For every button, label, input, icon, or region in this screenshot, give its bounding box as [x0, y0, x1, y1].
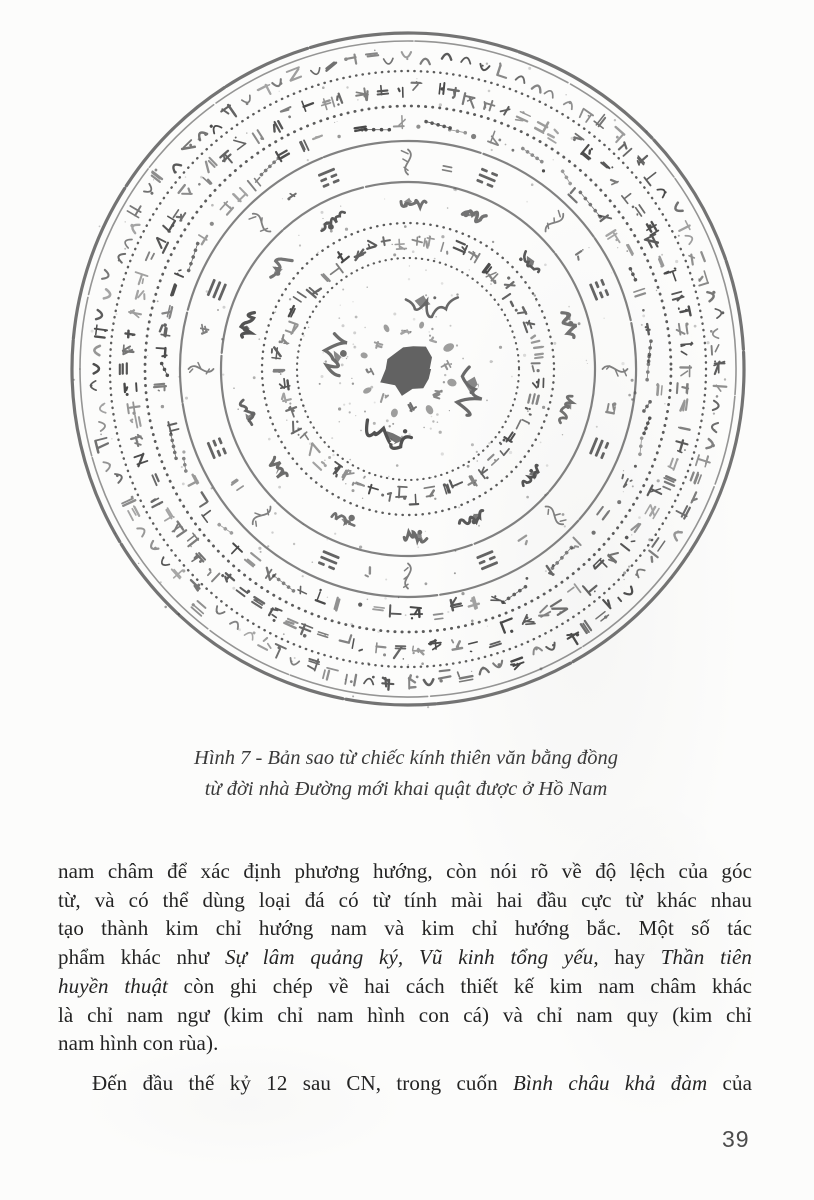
figure-caption [58, 743, 754, 805]
text-line: huyền thuật còn ghi chép về hai cách thiết kế kim nam châm khác [58, 973, 752, 998]
text-line: từ, và có thể dùng loại đá có từ tính mài hai đầu cực từ khác nhau [58, 887, 752, 912]
caption-line-2: từ đời nhà Đường mới khai quật được ở Hồ Nam [204, 778, 608, 800]
text-line: Đến đầu thế kỷ 12 sau CN, trong cuốn Bình châu khả đàm của [92, 1070, 753, 1095]
body-text [58, 857, 752, 1098]
page-number: 39 [722, 1126, 750, 1152]
text-line: phẩm khác như Sự lâm quảng ký, Vũ kinh tổng yếu, hay Thần tiên [58, 945, 752, 970]
text-line: tạo thành kim chỉ hướng nam và kim chỉ hướng bắc. Một số tác [58, 916, 752, 941]
text-line: nam hình con rùa). [58, 1031, 219, 1056]
text-line: là chỉ nam ngư (kim chỉ nam hình con cá) và chỉ nam quy (kim chỉ [58, 1002, 752, 1027]
paragraph-2 [58, 1069, 752, 1098]
paragraph-1 [58, 857, 752, 1058]
caption-line-1: Hình 7 - Bản sao từ chiếc kính thiên văn bằng đồng [194, 747, 618, 769]
text-line: nam châm để xác định phương hướng, còn nói rõ về độ lệch của góc [58, 859, 752, 883]
